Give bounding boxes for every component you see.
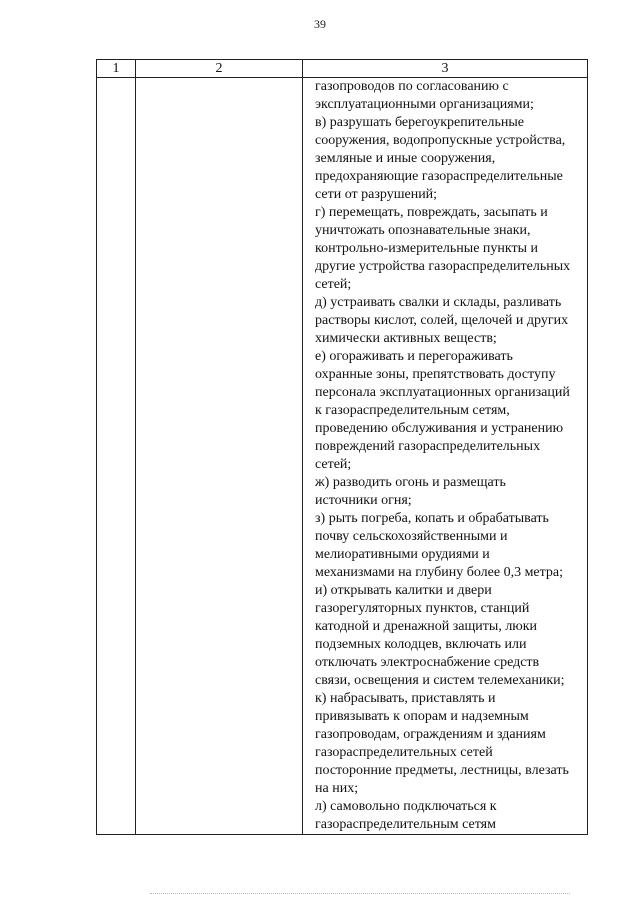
text-line: на них;: [315, 781, 359, 796]
text-line: растворы кислот, солей, щелочей и других: [315, 313, 569, 328]
text-line: почву сельскохозяйственными и: [315, 529, 508, 544]
text-line: д) устраивать свалки и склады, разливать: [315, 295, 562, 310]
scan-artifact-divider: [150, 893, 570, 898]
text-line: охранные зоны, препятствовать доступу: [315, 367, 556, 382]
text-line: источники огня;: [315, 493, 412, 508]
text-line: контрольно-измерительные пункты и: [315, 241, 539, 256]
table-cell-column-3: [303, 78, 588, 835]
text-line: посторонние предметы, лестницы, влезать: [315, 763, 569, 778]
restrictions-text: [303, 78, 587, 834]
text-line: газорегуляторных пунктов, станций: [315, 601, 530, 616]
text-line: отключать электроснабжение средств: [315, 655, 540, 670]
text-line: земляные и иные сооружения,: [315, 151, 496, 166]
text-line: газопроводов по согласованию с: [315, 79, 509, 94]
text-line: повреждений газораспределительных: [315, 439, 541, 454]
text-line: химически активных веществ;: [315, 331, 497, 346]
text-line: предохраняющие газораспределительные: [315, 169, 563, 184]
text-line: газораспределительным сетям: [315, 817, 496, 832]
table-cell-column-1: [97, 78, 136, 835]
table-header-row: [97, 60, 588, 78]
text-line: уничтожать опознавательные знаки,: [315, 223, 531, 238]
text-line: эксплуатационными организациями;: [315, 97, 534, 112]
column-header-1: 1: [97, 60, 136, 78]
text-line: г) перемещать, повреждать, засыпать и: [315, 205, 548, 220]
column-header-3: 3: [303, 60, 588, 78]
text-line: е) огораживать и перегораживать: [315, 349, 513, 364]
column-header-2: 2: [136, 60, 303, 78]
text-line: в) разрушать берегоукрепительные: [315, 115, 525, 130]
text-line: к) набрасывать, приставлять и: [315, 691, 496, 706]
table-row: [97, 78, 588, 835]
text-line: другие устройства газораспределительных: [315, 259, 571, 274]
text-line: и) открывать калитки и двери: [315, 583, 492, 598]
text-line: з) рыть погреба, копать и обрабатывать: [315, 511, 549, 526]
document-table: [96, 59, 588, 835]
text-line: л) самовольно подключаться к: [315, 799, 497, 814]
text-line: к газораспределительным сетям,: [315, 403, 510, 418]
text-line: привязывать к опорам и надземным: [315, 709, 529, 724]
text-line: сооружения, водопропускные устройства,: [315, 133, 566, 148]
page-number: 39: [314, 17, 326, 31]
text-line: катодной и дренажной защиты, люки: [315, 619, 538, 634]
text-line: мелиоративными орудиями и: [315, 547, 490, 562]
text-line: сети от разрушений;: [315, 187, 438, 202]
text-line: проведению обслуживания и устранению: [315, 421, 564, 436]
table-cell-column-2: [136, 78, 303, 835]
text-line: персонала эксплуатационных организаций: [315, 385, 570, 400]
text-line: сетей;: [315, 457, 352, 472]
text-line: газораспределительных сетей: [315, 745, 493, 760]
text-line: ж) разводить огонь и размещать: [315, 475, 506, 490]
text-line: газопроводам, ограждениям и зданиям: [315, 727, 546, 742]
text-line: подземных колодцев, включать или: [315, 637, 527, 652]
text-line: механизмами на глубину более 0,3 метра;: [315, 565, 564, 580]
text-line: сетей;: [315, 277, 352, 292]
text-line: связи, освещения и систем телемеханики;: [315, 673, 565, 688]
